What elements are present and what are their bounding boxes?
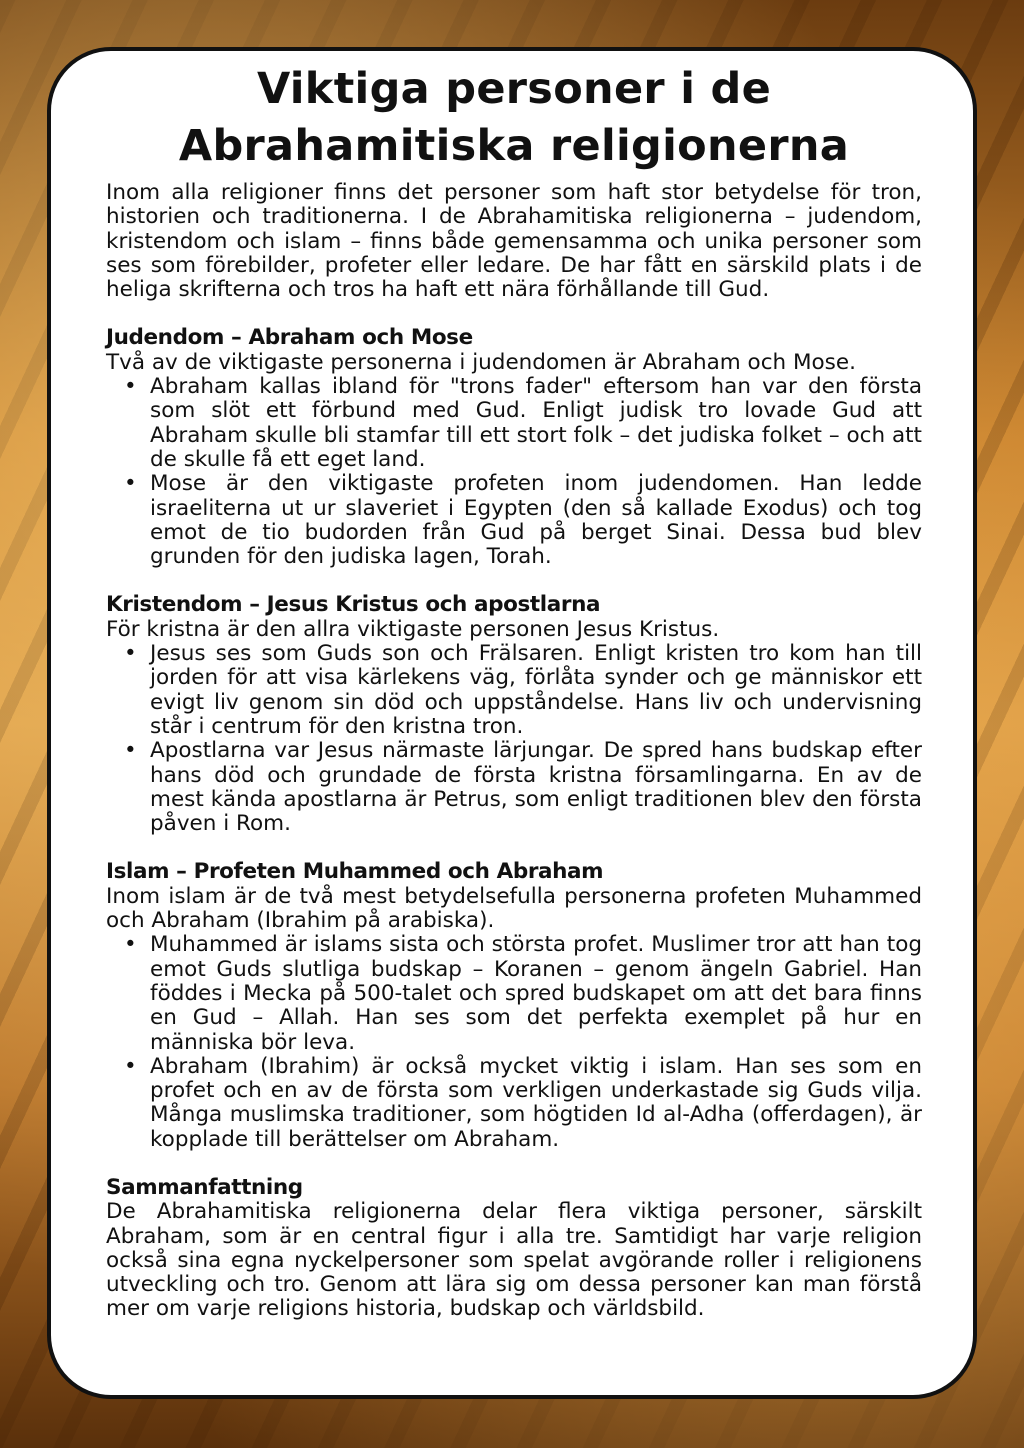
bullet-list	[106, 933, 922, 1152]
document-body	[106, 61, 922, 1322]
section-sammanfattning	[106, 1176, 922, 1322]
bullet-list	[106, 642, 922, 836]
section-title: Sammanfattning	[106, 1174, 303, 1200]
section-judendom	[106, 326, 922, 569]
bullet-list	[106, 375, 922, 569]
section-lead: De Abrahamitiska religionerna delar flera viktiga personer, särskilt Abraham, som är en central figur i alla tre. Samtidigt har varje religion också sina egna nyckelpersoner som spelat avgörande roller i religionens utveckling och tro. Genom att lära sig om dessa personer kan man förstå mer om varje religions historia, budskap och världsbild.	[106, 1199, 922, 1322]
intro-paragraph: Inom alla religioner finns det personer som haft stor betydelse för tron, historien och traditionerna. I de Abrahamitiska religionerna – judendom, kristendom och islam – finns både gemensamma och unika personer som ses som förebilder, profeter eller ledare. De har fått en särskild plats i de heliga skrifterna och tros ha haft ett nära förhållande till Gud.	[106, 180, 922, 303]
section-kristendom	[106, 593, 922, 836]
section-title: Judendom – Abraham och Mose	[106, 325, 473, 351]
section-title: Kristendom – Jesus Kristus och apostlarna	[106, 592, 601, 618]
section-lead: För kristna är den allra viktigaste personen Jesus Kristus.	[106, 616, 720, 642]
list-item: • Apostlarna var Jesus närmaste lärjungar. De spred hans budskap efter hans död och grundade de första kristna församlingarna. En av de mest kända apostlarna är Petrus, som enligt traditionen blev den första påven i Rom.	[106, 739, 922, 836]
content-card	[47, 47, 977, 1399]
list-item: • Mose är den viktigaste profeten inom judendomen. Han ledde israeliterna ut ur slaveriet i Egypten (den så kallade Exodus) och tog emot de tio budorden från Gud på berget Sinai. Dessa bud blev grunden för den judiska lagen, Torah.	[106, 472, 922, 569]
title-line-1: Viktiga personer i de	[256, 64, 772, 114]
section-title: Islam – Profeten Muhammed och Abraham	[106, 859, 604, 885]
page-title	[106, 61, 922, 175]
section-islam	[106, 860, 922, 1152]
title-line-2: Abrahamitiska religionerna	[178, 121, 850, 171]
list-item: • Abraham kallas ibland för "trons fader" eftersom han var den första som slöt ett förbund med Gud. Enligt judisk tro lovade Gud att Abraham skulle bli stamfar till ett stort folk – det judiska folket – och att de skulle få ett eget land.	[106, 375, 922, 472]
section-lead: Två av de viktigaste personerna i judendomen är Abraham och Mose.	[106, 349, 856, 375]
section-lead: Inom islam är de två mest betydelsefulla personerna profeten Muhammed och Abraham (Ibrahim på arabiska).	[106, 883, 922, 934]
list-item: • Jesus ses som Guds son och Frälsaren. Enligt kristen tro kom han till jorden för att visa kärlekens väg, förlåta synder och ge människor ett evigt liv genom sin död och uppståndelse. Hans liv och undervisning står i centrum för den kristna tron.	[106, 642, 922, 739]
list-item: • Abraham (Ibrahim) är också mycket viktig i islam. Han ses som en profet och en av de första som verkligen underkastade sig Guds vilja. Många muslimska traditioner, som högtiden Id al-Adha (offerdagen), är kopplade till berättelser om Abraham.	[106, 1055, 922, 1152]
list-item: • Muhammed är islams sista och största profet. Muslimer tror att han tog emot Guds slutliga budskap – Koranen – genom ängeln Gabriel. Han föddes i Mecka på 500-talet och spred budskapet om att det bara finns en Gud – Allah. Han ses som det perfekta exemplet på hur en människa bör leva.	[106, 933, 922, 1054]
